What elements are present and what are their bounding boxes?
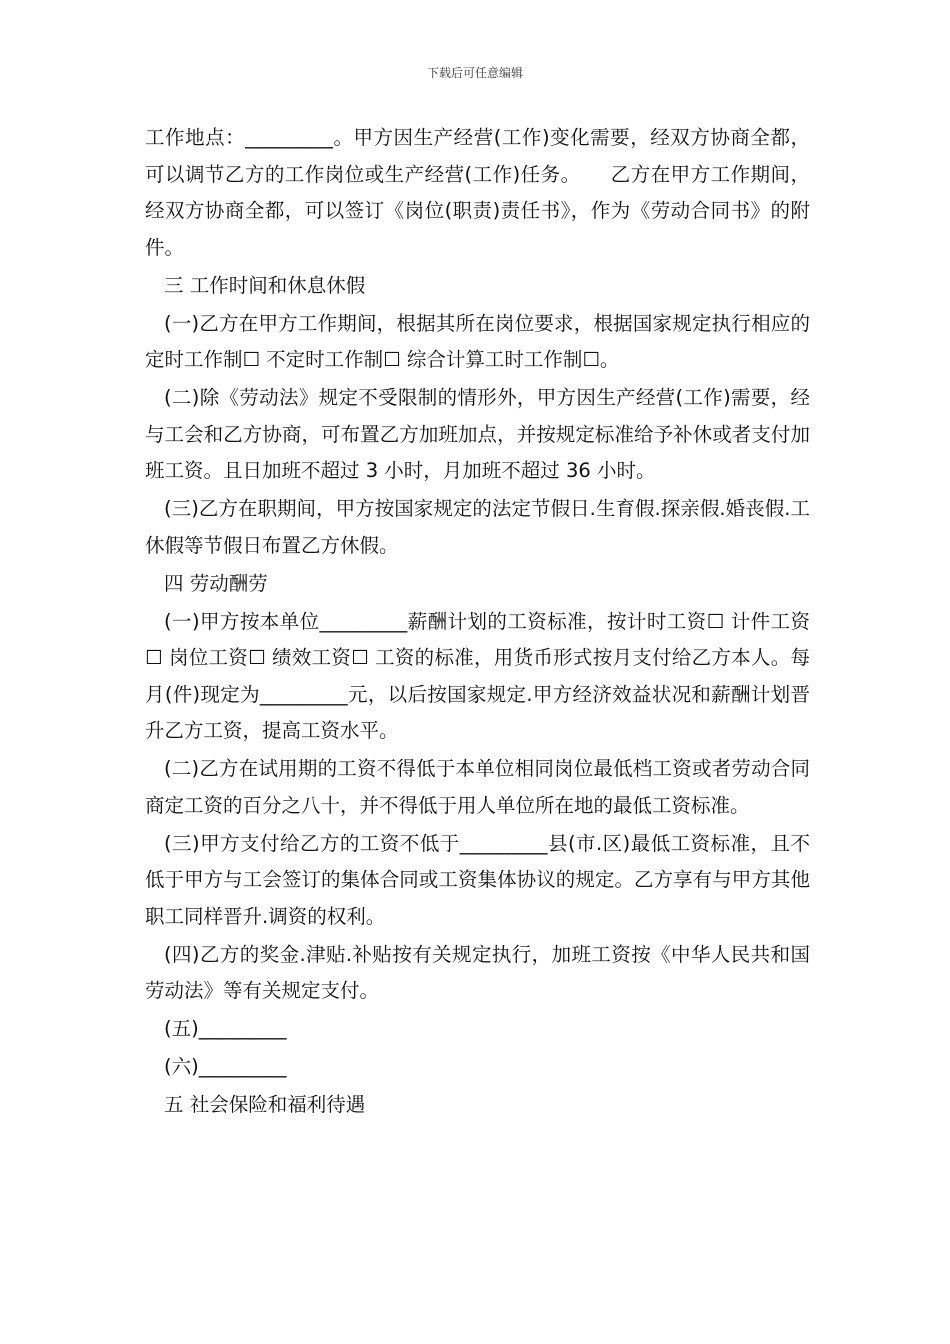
paragraph-remuneration-2: (二)乙方在试用期的工资不得低于本单位相同岗位最低档工资或者劳动合同商定工资的百分之八十，并不得低于用人单位所在地的最低工资标准。 bbox=[145, 757, 810, 817]
paragraph-work-hours-1: (一)乙方在甲方工作期间，根据其所在岗位要求，根据国家规定执行相应的定时工作制☐ 不定时工作制☐ 综合计算工时工作制☐。 bbox=[145, 311, 810, 371]
paragraph-work-location: 工作地点：_________。甲方因生产经营(工作)变化需要，经双方协商全都，可以调节乙方的工作岗位或生产经营(工作)任务。 乙方在甲方工作期间，经双方协商全都，可以签订《岗位(职责)责任书》，作为《劳动合同书》的附件。 bbox=[145, 126, 810, 259]
page-header: 下载后可任意编辑 bbox=[426, 66, 523, 80]
section-heading-social-insurance: 五 社会保险和福利待遇 bbox=[164, 1093, 366, 1116]
paragraph-remuneration-3: (三)甲方支付给乙方的工资不低于_________县(市.区)最低工资标准，且不低于甲方与工会签订的集体合同或工资集体协议的规定。乙方享有与甲方其他职工同样晋升.调资的权利。 bbox=[145, 831, 810, 928]
paragraph-remuneration-4: (四)乙方的奖金.津贴.补贴按有关规定执行，加班工资按《中华人民共和国劳动法》等有关规定支付。 bbox=[145, 942, 810, 1002]
paragraph-remuneration-1: (一)甲方按本单位_________薪酬计划的工资标准，按计时工资☐ 计件工资☐ 岗位工资☐ 绩效工资☐ 工资的标准，用货币形式按月支付给乙方本人。每月(件)现定为_________元，以后按国家规定.甲方经济效益状况和薪酬计划晋升乙方工资，提高工资水平。 bbox=[145, 609, 810, 742]
paragraph-remuneration-5: (五)_________ bbox=[164, 1017, 287, 1040]
paragraph-work-hours-3: (三)乙方在职期间，甲方按国家规定的法定节假日.生育假.探亲假.婚丧假.工休假等节假日布置乙方休假。 bbox=[145, 497, 810, 557]
document-body bbox=[145, 120, 810, 1124]
section-heading-remuneration: 四 劳动酬劳 bbox=[164, 571, 268, 595]
section-heading-work-hours: 三 工作时间和休息休假 bbox=[164, 273, 366, 297]
paragraph-remuneration-6: (六)_________ bbox=[164, 1055, 287, 1078]
paragraph-work-hours-2: (二)除《劳动法》规定不受限制的情形外，甲方因生产经营(工作)需要，经与工会和乙方协商，可布置乙方加班加点，并按规定标准给予补休或者支付加班工资。且日加班不超过 3 小时，月加班不超过 36 小时。 bbox=[145, 386, 810, 482]
